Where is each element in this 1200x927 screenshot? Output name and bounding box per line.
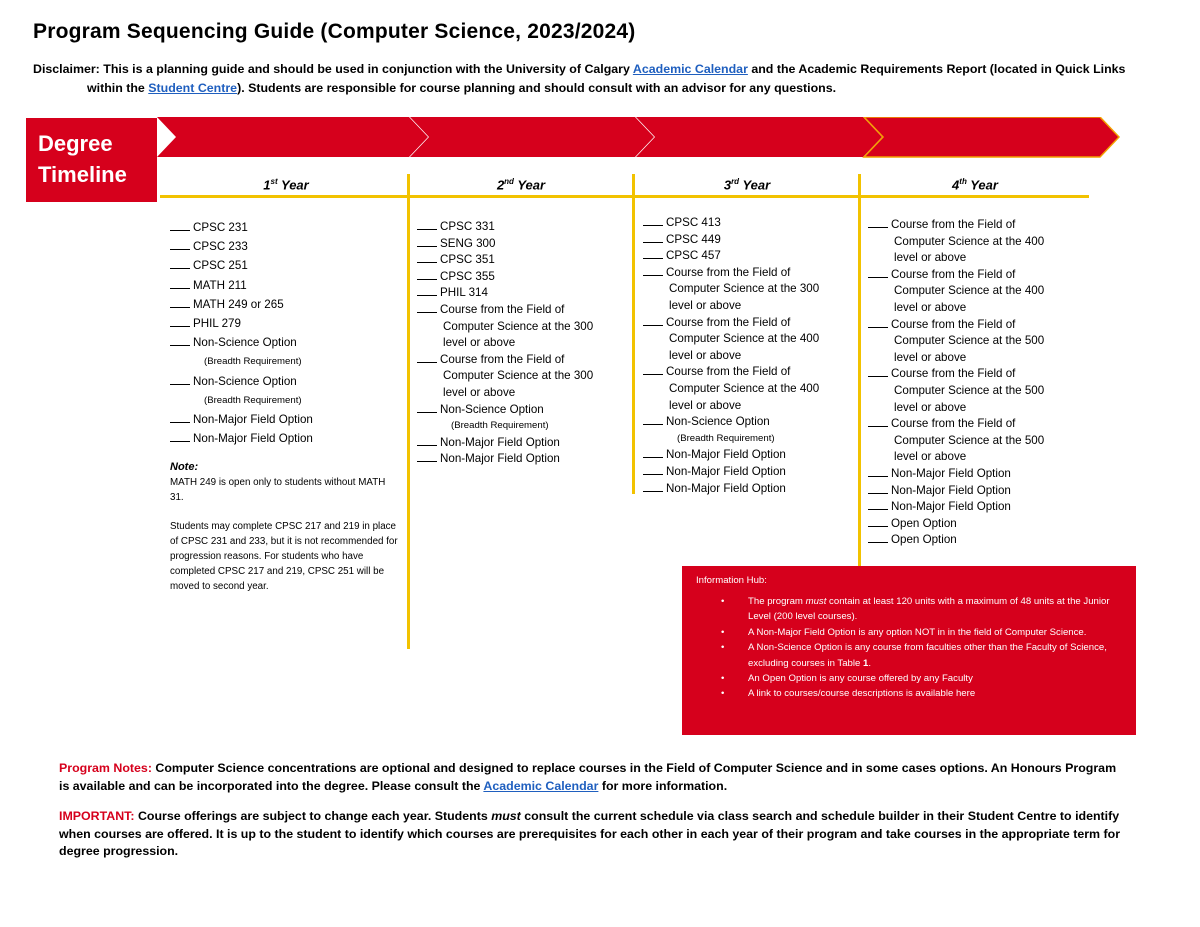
disclaimer-text: and the Academic Requirements Report (located in Quick Links (747, 62, 1126, 76)
course-item: Non-Major Field Option (643, 481, 819, 498)
year-divider (632, 174, 635, 494)
year-1-note (170, 460, 400, 594)
breadth-note: (Breadth Requirement) (204, 394, 302, 406)
course-item: PHIL 279 (170, 314, 313, 333)
course-item: Non-Major Field Option (170, 429, 313, 448)
year-4-heading: 4th Year (952, 177, 998, 193)
degree-timeline-label (26, 118, 157, 202)
course-item: Non-Science Option (170, 333, 313, 352)
course-item: Non-Major Field Option (417, 435, 593, 452)
hub-bullet: • A Non-Science Option is any course from faculties other than the Faculty of Science, excluding courses in Table 1. (721, 642, 1107, 669)
hub-bullet: • A Non-Major Field Option is any option NOT in in the field of Computer Science. (721, 626, 1087, 638)
hub-bullet[interactable]: • A link to courses/course descriptions is available here (721, 688, 976, 700)
course-item: Non-Science Option (417, 402, 593, 419)
course-item: Non-Major Field Option (170, 410, 313, 429)
page-title: Program Sequencing Guide (Computer Science, 2023/2024) (33, 20, 636, 43)
timeline-arrow-4 (864, 117, 1119, 157)
degree-timeline-line2: Timeline (38, 162, 127, 187)
disclaimer-text: ). Students are responsible for course planning and should consult with an advisor for any questions. (237, 81, 837, 95)
course-item: Non-Major Field Option (417, 451, 593, 468)
course-item: Non-Major Field Option (868, 483, 1044, 500)
course-item: Course from the Field of (868, 416, 1044, 433)
course-item: CPSC 251 (170, 256, 313, 275)
note-heading: Note: (170, 461, 199, 473)
timeline-arrow-1 (157, 117, 428, 157)
course-item: Open Option (868, 532, 1044, 549)
course-item: CPSC 331 (417, 219, 593, 236)
hub-heading: Information Hub: (696, 575, 767, 586)
course-item: Non-Major Field Option (868, 499, 1044, 516)
course-item: Non-Major Field Option (643, 447, 819, 464)
course-item: MATH 249 or 265 (170, 295, 313, 314)
breadth-note: (Breadth Requirement) (677, 432, 775, 444)
student-centre-link[interactable]: Student Centre (148, 81, 238, 95)
timeline-axis (160, 195, 1089, 198)
degree-timeline-line1: Degree (38, 131, 113, 156)
course-item: Course from the Field of (417, 302, 593, 319)
academic-calendar-link[interactable]: Academic Calendar (632, 62, 748, 76)
hub-bullet: • An Open Option is any course offered by any Faculty (721, 673, 973, 685)
year-divider (858, 174, 861, 569)
year-2-courses: CPSC 331 SENG 300 CPSC 351 CPSC 355 PHIL 314 Course from the Field of Computer Science at the 300 level or above Course from the Field of Computer Science at the 300 level or above Non-Science Option (Breadth Requirement) Non-Major Field Option Non-Major Field Option (417, 219, 593, 468)
important-label: IMPORTANT: (59, 809, 138, 823)
course-item: Course from the Field of (643, 265, 819, 282)
course-item: Course from the Field of (868, 317, 1044, 334)
course-item: Course from the Field of (643, 364, 819, 381)
timeline-arrow-3 (636, 117, 882, 157)
information-hub (682, 566, 1136, 735)
note-text: Students may complete CPSC 217 and 219 in place of CPSC 231 and 233, but it is not recommended for progression reasons. For students who have completed CPSC 217 and 219, CPSC 251 will be moved to second year. (170, 521, 398, 592)
course-item: CPSC 457 (643, 248, 819, 265)
course-item: CPSC 231 (170, 218, 313, 237)
important-notice: IMPORTANT: Course offerings are subject to change each year. Students must consult the current schedule via class search and schedule builder in their Student Centre to identify when courses are offered. It is up to the student to identify which courses are prerequisites for each other in each year of their program and take courses in the appropriate term for degree progression. (59, 809, 1121, 858)
course-item: Course from the Field of (868, 366, 1044, 383)
timeline-arrows (157, 117, 1123, 159)
course-item: CPSC 449 (643, 232, 819, 249)
course-item: SENG 300 (417, 236, 593, 253)
course-item: Non-Major Field Option (868, 466, 1044, 483)
hub-bullet: • The program must contain at least 120 units with a maximum of 48 units at the Junior Level (200 level courses). (721, 596, 1110, 623)
course-item: Course from the Field of (643, 315, 819, 332)
program-notes: Program Notes: Computer Science concentrations are optional and designed to replace courses in the Field of Computer Science and in some cases options. An Honours Program is available and can be incorporated into the degree. Please consult the Academic Calendar for more information. (59, 761, 1117, 793)
year-4-courses: Course from the Field of Computer Science at the 400 level or above Course from the Field of Computer Science at the 400 level or above Course from the Field of Computer Science at the 500 level or above Course from the Field of Computer Science at the 500 level or above Course from the Field of Computer Science at the 500 level or above Non-Major Field Option Non-Major Field Option Non-Major Field Option Open Option Open Option (868, 217, 1044, 549)
disclaimer-text: Disclaimer: This is a planning guide and should be used in conjunction with the University of Calgary (33, 62, 633, 76)
year-3-courses: CPSC 413 CPSC 449 CPSC 457 Course from the Field of Computer Science at the 300 level or above Course from the Field of Computer Science at the 400 level or above Course from the Field of Computer Science at the 400 level or above Non-Science Option (Breadth Requirement) Non-Major Field Option Non-Major Field Option Non-Major Field Option (643, 215, 819, 497)
course-item: Course from the Field of (868, 267, 1044, 284)
course-item: Non-Major Field Option (643, 464, 819, 481)
disclaimer (33, 60, 1173, 98)
year-1-heading: 1st Year (263, 177, 309, 193)
timeline-arrow-2 (410, 117, 654, 157)
course-item: Open Option (868, 516, 1044, 533)
program-notes-label: Program Notes: (59, 761, 156, 775)
course-item: CPSC 413 (643, 215, 819, 232)
course-item: MATH 211 (170, 276, 313, 295)
year-divider (407, 174, 410, 649)
breadth-note: (Breadth Requirement) (451, 420, 549, 432)
disclaimer-text: within the (87, 81, 149, 95)
course-item: Non-Science Option (170, 372, 313, 391)
course-item: Course from the Field of (868, 217, 1044, 234)
year-3-heading: 3rd Year (723, 177, 771, 193)
breadth-note: (Breadth Requirement) (204, 356, 302, 368)
year-1-courses (170, 218, 313, 448)
course-item: CPSC 355 (417, 269, 593, 286)
course-item: Non-Science Option (643, 414, 819, 431)
academic-calendar-link[interactable]: Academic Calendar (483, 778, 599, 793)
course-item: CPSC 351 (417, 252, 593, 269)
note-text: MATH 249 is open only to students without MATH 31. (170, 477, 386, 503)
year-2-heading: 2nd Year (496, 177, 546, 193)
course-item: CPSC 233 (170, 237, 313, 256)
course-item: PHIL 314 (417, 285, 593, 302)
course-item: Course from the Field of (417, 352, 593, 369)
